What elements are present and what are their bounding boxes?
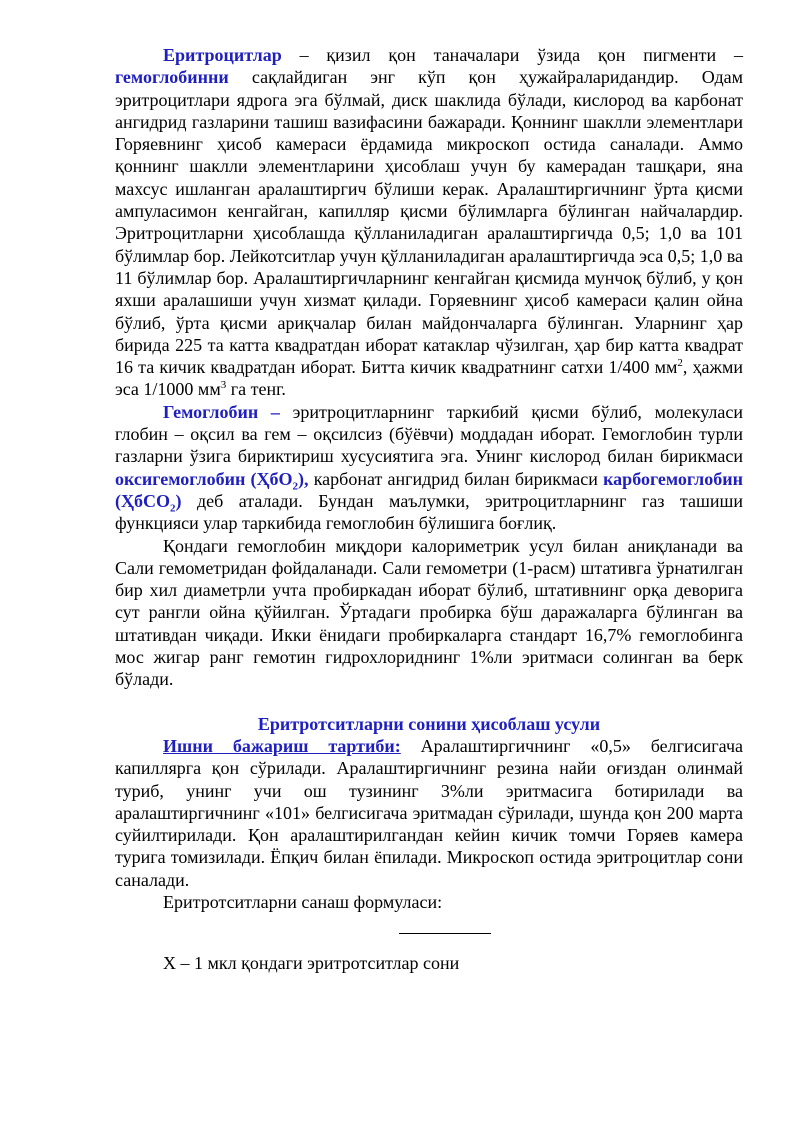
term-hemoglobin: гемоглобинни [115,67,229,88]
formula-line [399,933,491,934]
superscript: 2 [677,357,683,370]
text-segment: – қизил қон таначалари ўзида қон пигменти – [281,45,743,65]
term-part: карбогемоглобин (ҲбСО [115,468,743,511]
text-segment: сақлайдиган энг кўп қон ҳужайраларидандир. Одам эритроцитлари ядрога эга бўлмай, диск шаклида бўлади, кислород ва карбонат ангидрид газларини ташиш вазифасини бажаради. Қоннинг шаклли элементлари Горяевнинг ҳисоб камераси ёрдамида микроскоп остида саналади. Аммо қоннинг шаклли элементларини ҳисоблаш учун бу камерадан ташқари, яна махсус ишланган аралаштиргич бўлиши керак. Аралаштиргичнинг ўрта қисми ампуласимон кенгайган, капилляр қисми бўлимларга бўлинган найчалардир. Эритроцитларни ҳисоблашда қўлланиладиган аралаштиргичда 0,5; 1,0 ва 101 бўлимлар бор. Лейкотситлар учун қўлланиладиган аралаштиргичда эса 0,5; 1,0 ва 11 бўлимлар бор. Аралаштиргичларнинг кенгайган қисмида мунчоқ бўлиб, у қон яхши аралашиши учун хизмат қилади. Горяевнинг ҳисоб камераси қалин ойна бўлиб, ўрта қисми ариқчалар билан майдончаларга бўлинган. Уларнинг ҳар бирида 225 та катта квадратдан иборат катаклар чўзилган, ҳар бир катта квадрат 16 та кичик квадратдан иборат. Битта кичик квадратнинг сатхи 1/400 мм [115,67,743,378]
text-segment: карбонат ангидрид билан бирикмаси [308,468,604,489]
term-part: оксигемоглобин (ҲбО [115,468,293,489]
term-part: ) [175,490,182,511]
document-page [115,44,743,975]
paragraph-sali-hemometer: Қондаги гемоглобин миқдори калориметрик усул билан аниқланади ва Сали гемометридан фойдаланади. Сали гемометри (1-расм) штативга ўрнатилган бир хил диаметрли учта пробиркадан иборат бўлиб, штативнинг орқа деворига сут рангли ойна қўйилган. Ўртадаги пробирка бўш даражаларга бўлинган ва штативдан чиқади. Икки ёнидаги пробиркаларга стандарт 16,7% гемоглобинга мос жигар ранг гемотин гидрохлориднинг 1%ли эритмаси солинган ва берк бўлади. [115,535,743,690]
paragraph-formula-variable: X – 1 мкл қондаги эритротситлар сони [163,953,460,974]
paragraph-formula-intro: Еритротситларни санаш формуласи: [163,891,443,912]
term-procedure: Ишни бажариш тартиби: [163,735,401,756]
term-erythrocytes: Еритроцитлар [163,45,282,65]
superscript: 3 [220,379,227,392]
section-heading: Еритротситларни сонини ҳисоблаш усули [257,713,601,734]
text-segment: Аралаштиргичнинг «0,5» белгисигача капиллярга қон сўрилади. Аралаштиргичнинг резина найи оғиздан олинмай туриб, унинг учи ош тузининг 3%ли эритмасига ботирилади ва аралаштиргичнинг «101» белгисигача эритмадан сўрилади, шунда қон 200 марта суйилтирилади. Қон аралаштирилгандан кейин кичик томчи Горяев камера турига томизилади. Ёпқич билан ёпилади. Микроскоп остида эритроцитлар сони саналади. [115,735,743,890]
text-segment: га тенг. [226,379,286,400]
text-segment: деб аталади. Бундан маълумки, эритроцитларнинг газ ташиши функцияси улар таркибида гемоглобин бўлишига боғлиқ. [115,490,743,534]
spacer [115,691,743,713]
text-segment: эритроцитларнинг таркибий қисми бўлиб, молекуласи глобин – оқсил ва гем – оқсилсиз (бўёвчи) моддадан иборат. Гемоглобин турли газларни ўзига бириктириш хусусиятига эга. Унинг кислород билан бирикмаси [115,401,744,467]
term-hemoglobin-heading: Гемоглобин – [163,401,280,422]
text-segment: , ҳажми эса 1/1000 мм [115,357,743,400]
subscript: 2 [292,480,299,493]
term-part: ), [298,468,309,489]
subscript: 2 [170,502,176,515]
paragraph-procedure [115,735,743,891]
paragraph-erythrocytes [115,44,743,401]
paragraph-hemoglobin [115,401,743,535]
term-oxyhemoglobin [115,468,309,493]
